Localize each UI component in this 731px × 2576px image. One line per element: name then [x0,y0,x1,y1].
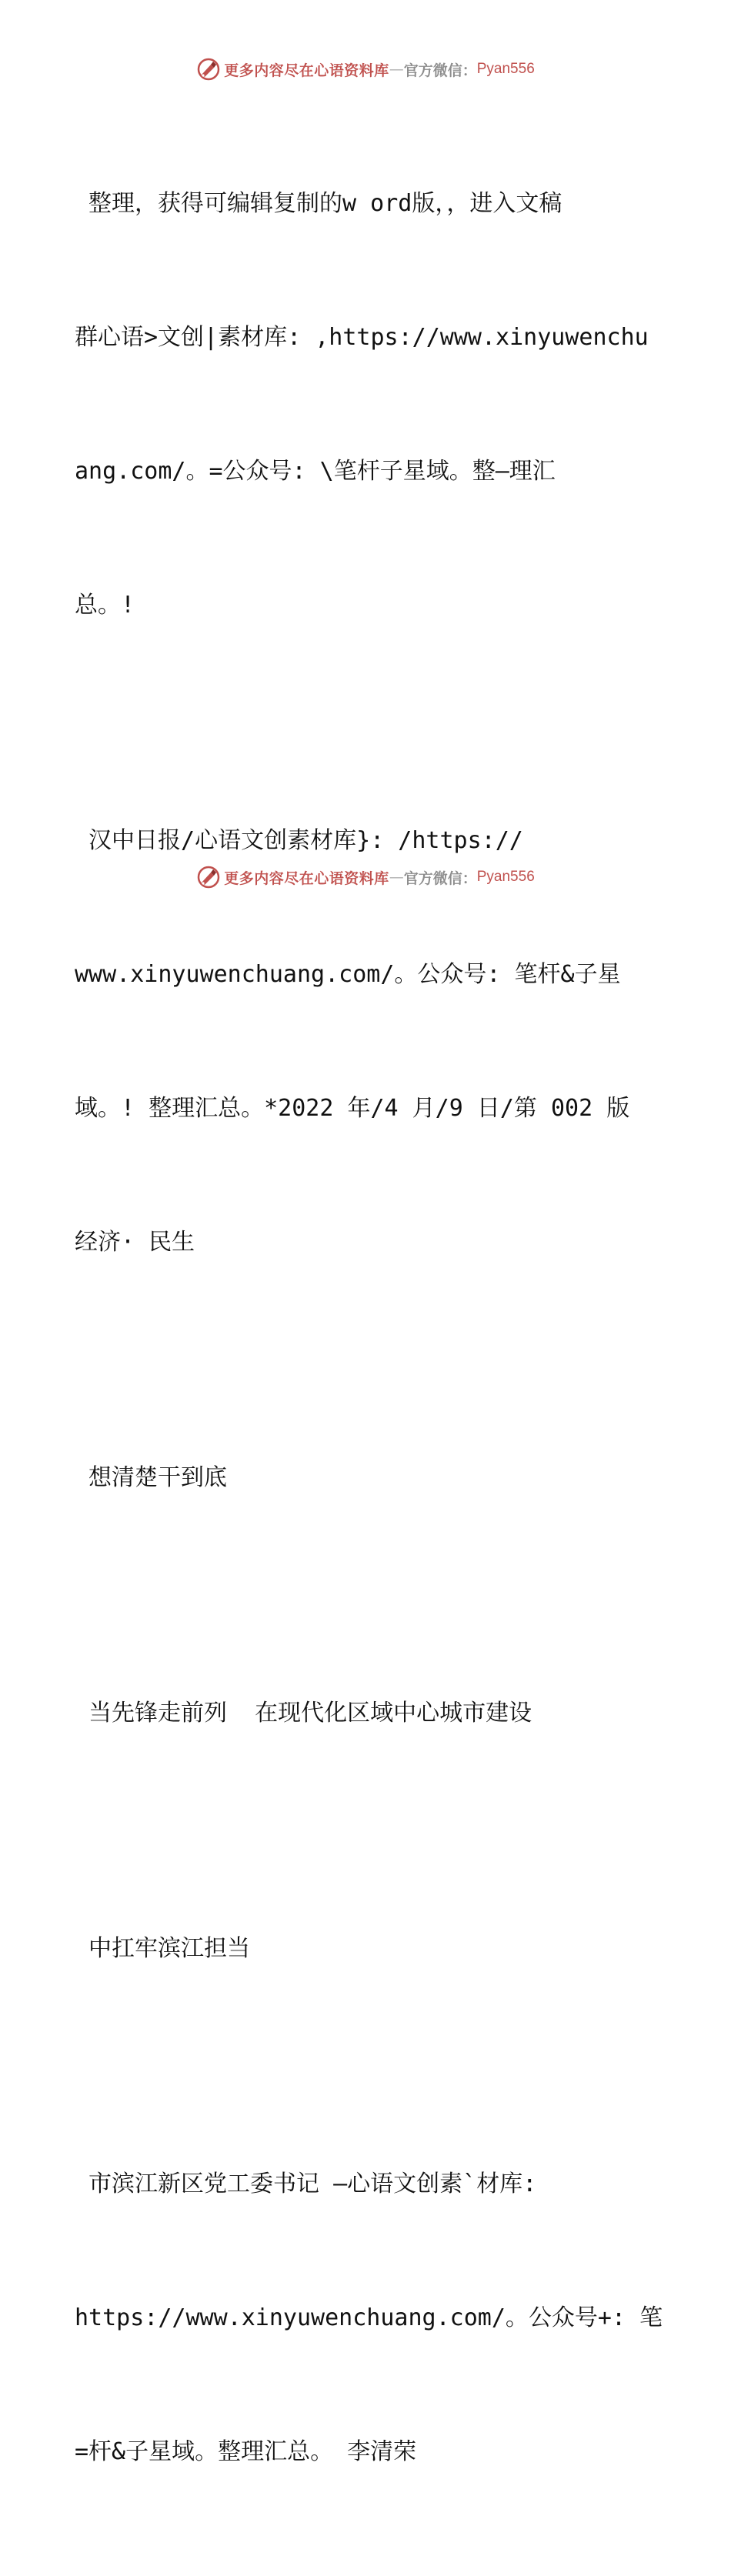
text-line: https://www.xinyuwenchuang.com/。公众号+: 笔 [75,2304,663,2331]
banner-dash: — [389,61,404,78]
banner-title: 更多内容尽在心语资料库 [224,62,389,79]
text-line: 市滨江新区党工委书记 —心语文创素`材库: [75,2171,537,2197]
text-line: 经济· 民生 [75,1229,195,1256]
banner-wechat-label: 官方微信： [403,869,477,887]
paragraph-1 [75,92,659,717]
paragraph-3 [75,1366,659,1590]
footer-banner-content [196,865,535,889]
text-line: 整理，获得可编辑复制的w ord版，，进入文稿 [75,190,562,217]
pen-logo-icon [196,57,221,82]
footer-banner [0,862,731,893]
banner-wechat-id: Pyan556 [476,869,535,885]
header-banner-content [196,57,535,82]
text-line: www.xinyuwenchuang.com/。公众号: 笔杆&子星 [75,961,621,988]
banner-wechat-id: Pyan556 [476,61,535,77]
document-body [75,92,663,2576]
banner-wechat-label: 官方微信： [403,62,477,79]
paragraph-6 [75,2073,663,2564]
text-line: =杆&子星域。整理汇总。 李清荣 [75,2438,417,2465]
text-line: ang.com/。=公众号: \笔杆子星域。整—理汇 [75,458,556,485]
text-line: 当先锋走前列 在现代化区域中心城市建设 [75,1700,532,1727]
paragraph-2 [75,729,659,1354]
banner-title: 更多内容尽在心语资料库 [224,869,389,887]
paragraph-4 [75,1602,659,1825]
text-line: 域。! 整理汇总。*2022 年/4 月/9 日/第 002 版 [75,1095,630,1122]
header-banner [0,54,731,85]
text-line: 总。! [75,592,135,619]
text-line: 中扛牢滨江担当 [75,1935,251,1962]
paragraph-5 [75,1837,659,2060]
pen-logo-icon [196,865,221,889]
text-line: 群心语>文创|素材库: ,https://www.xinyuwenchu [75,324,649,351]
text-line: 汉中日报/心语文创素材库}: /https:// [75,827,523,854]
text-line: 想清楚干到底 [75,1464,228,1491]
banner-dash: — [389,869,404,886]
